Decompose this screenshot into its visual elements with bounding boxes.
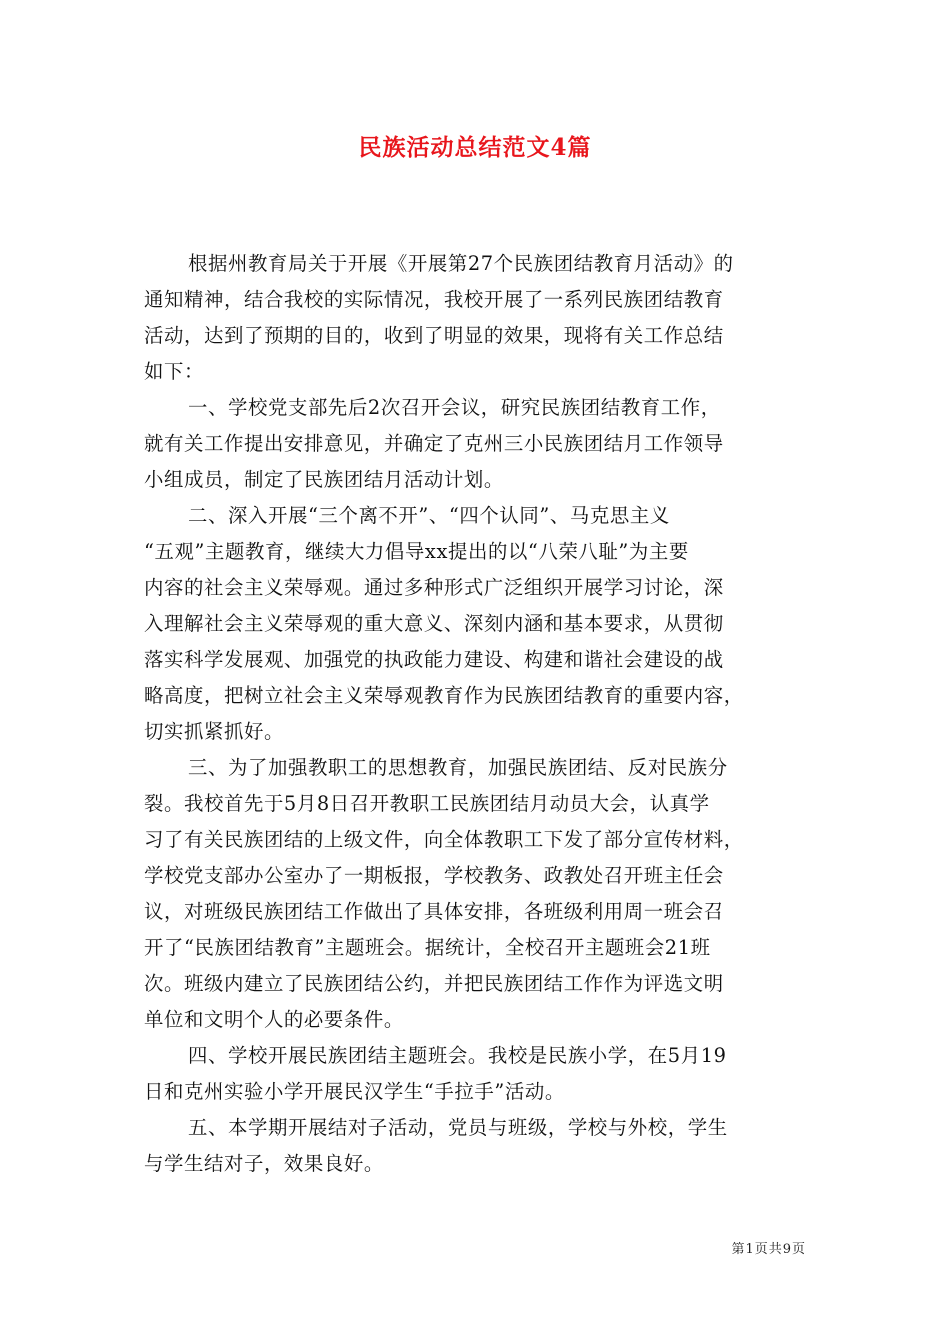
text-line: 与学生结对子，效果良好。 <box>144 1152 384 1175</box>
text-line: 落实科学发展观、加强党的执政能力建设、构建和谐社会建设的战 <box>144 648 724 671</box>
text-line: 就有关工作提出安排意见，并确定了克州三小民族团结月工作领导 <box>144 432 724 455</box>
paragraph-item-5 <box>144 1110 814 1182</box>
text-line: “五观”主题教育，继续大力倡导xx提出的以“八荣八耻”为主要 <box>144 540 689 563</box>
text-line: 习了有关民族团结的上级文件，向全体教职工下发了部分宣传材料， <box>144 828 744 851</box>
text-line: 单位和文明个人的必要条件。 <box>144 1008 404 1031</box>
text-line: 内容的社会主义荣辱观。通过多种形式广泛组织开展学习讨论，深 <box>144 576 724 599</box>
text-line: 开了“民族团结教育”主题班会。据统计，全校召开主题班会21班 <box>144 936 711 959</box>
text-line: 裂。我校首先于5月8日召开教职工民族团结月动员大会，认真学 <box>144 792 710 815</box>
text-line: 二、深入开展“三个离不开”、“四个认同”、马克思主义 <box>188 504 670 527</box>
text-line: 四、学校开展民族团结主题班会。我校是民族小学，在5月19 <box>188 1044 727 1067</box>
text-line: 切实抓紧抓好。 <box>144 720 284 743</box>
text-line: 活动，达到了预期的目的，收到了明显的效果，现将有关工作总结 <box>144 324 724 347</box>
text-line: 小组成员，制定了民族团结月活动计划。 <box>144 468 504 491</box>
paragraph-item-4 <box>144 1038 814 1110</box>
text-line: 学校党支部办公室办了一期板报，学校教务、政教处召开班主任会 <box>144 864 724 887</box>
text-line: 次。班级内建立了民族团结公约，并把民族团结工作作为评选文明 <box>144 972 724 995</box>
document-body <box>144 246 814 1182</box>
text-line: 议，对班级民族团结工作做出了具体安排，各班级利用周一班会召 <box>144 900 724 923</box>
text-line: 一、学校党支部先后2次召开会议，研究民族团结教育工作， <box>188 396 721 419</box>
text-line: 如下： <box>144 360 204 383</box>
text-line: 三、为了加强教职工的思想教育，加强民族团结、反对民族分 <box>188 756 728 779</box>
text-line: 略高度，把树立社会主义荣辱观教育作为民族团结教育的重要内容， <box>144 684 744 707</box>
paragraph-item-3 <box>144 750 814 1038</box>
text-line: 日和克州实验小学开展民汉学生“手拉手”活动。 <box>144 1080 565 1103</box>
paragraph-item-1 <box>144 390 814 498</box>
text-line: 通知精神，结合我校的实际情况，我校开展了一系列民族团结教育 <box>144 288 724 311</box>
paragraph-item-2 <box>144 498 814 750</box>
text-line: 入理解社会主义荣辱观的重大意义、深刻内涵和基本要求，从贯彻 <box>144 612 724 635</box>
text-line: 五、本学期开展结对子活动，党员与班级，学校与外校，学生 <box>188 1116 728 1139</box>
page-number-footer: 第1页共9页 <box>731 1242 806 1257</box>
document-title: 民族活动总结范文4篇 <box>358 134 592 161</box>
text-line: 根据州教育局关于开展《开展第27个民族团结教育月活动》的 <box>188 252 734 275</box>
paragraph-intro <box>144 246 814 390</box>
